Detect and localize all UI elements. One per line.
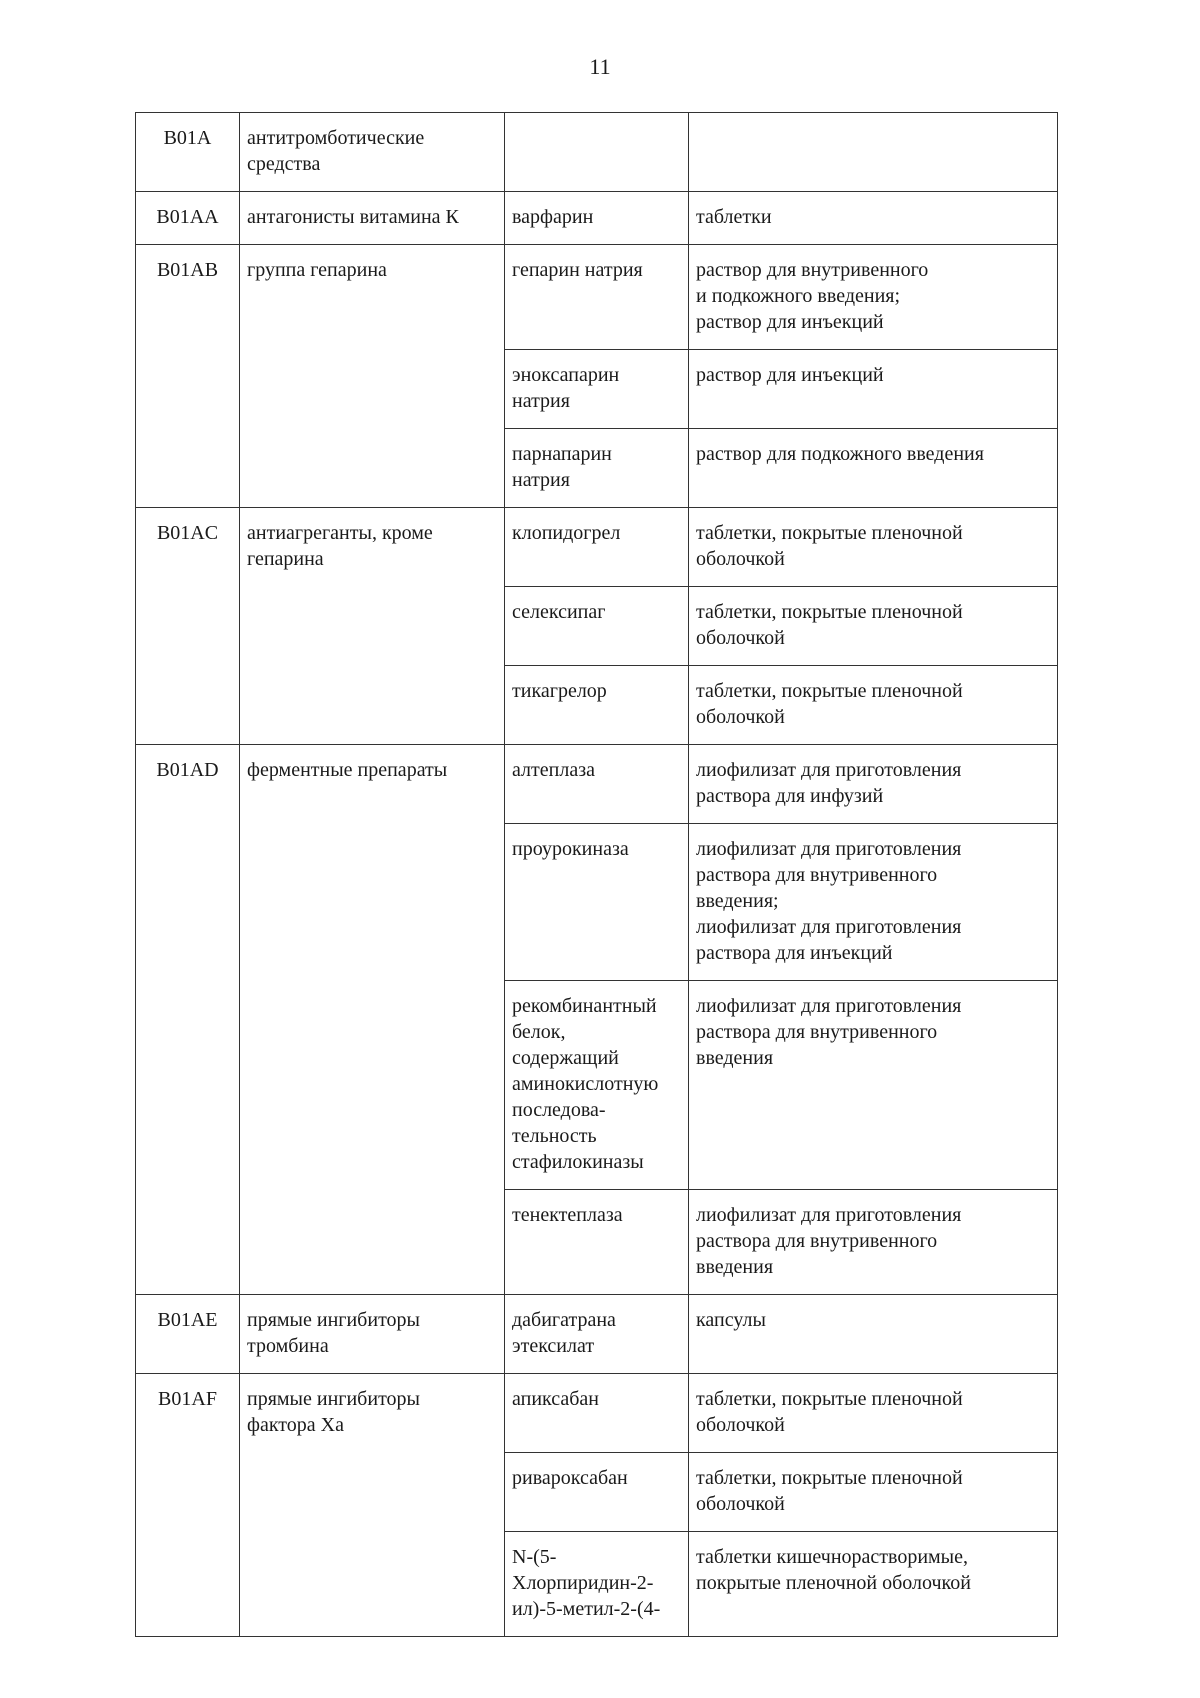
drug-name: [505, 1453, 689, 1532]
drug-name: [505, 1374, 689, 1453]
table-row: [136, 113, 1058, 192]
dosage-form-text: раствор для инъекций: [696, 364, 884, 386]
dosage-form-text: таблетки, покрытые пленочной оболочкой: [696, 522, 963, 570]
drug-name: [505, 508, 689, 587]
drug-name-text: клопидогрел: [512, 522, 621, 544]
drug-name: [505, 587, 689, 666]
drug-name-text: N-(5- Хлорпиридин-2- ил)-5-метил-2-(4-: [512, 1546, 661, 1620]
group-name-text: антиагреганты, кроме гепарина: [247, 522, 433, 570]
drug-name: [505, 824, 689, 981]
drug-name: [505, 350, 689, 429]
drug-name-text: дабигатрана этексилат: [512, 1309, 616, 1357]
atc-code: B01AA: [136, 192, 240, 245]
dosage-form: [689, 1295, 1058, 1374]
atc-code: B01AC: [136, 508, 240, 745]
drug-name: [505, 981, 689, 1190]
group-name-text: прямые ингибиторы тромбина: [247, 1309, 420, 1357]
group-name: [240, 745, 505, 1295]
dosage-form-text: таблетки, покрытые пленочной оболочкой: [696, 601, 963, 649]
dosage-form: [689, 245, 1058, 350]
dosage-form: [689, 587, 1058, 666]
dosage-form-text: таблетки, покрытые пленочной оболочкой: [696, 1467, 963, 1515]
table-row: [136, 192, 1058, 245]
group-name: [240, 245, 505, 508]
table-row: [136, 508, 1058, 587]
dosage-form: [689, 1532, 1058, 1637]
drug-name: [505, 113, 689, 192]
dosage-form: [689, 1374, 1058, 1453]
atc-code: B01AB: [136, 245, 240, 508]
dosage-form: [689, 192, 1058, 245]
dosage-form: [689, 981, 1058, 1190]
drug-name: [505, 245, 689, 350]
group-name-text: группа гепарина: [247, 259, 387, 281]
group-name-text: прямые ингибиторы фактора Xa: [247, 1388, 420, 1436]
dosage-form: [689, 508, 1058, 587]
drug-name: [505, 1295, 689, 1374]
dosage-form-text: лиофилизат для приготовления раствора для внутривенного введения: [696, 995, 962, 1069]
table-row: [136, 245, 1058, 350]
atc-code: B01AE: [136, 1295, 240, 1374]
drug-name-text: гепарин натрия: [512, 259, 643, 281]
group-name-text: ферментные препараты: [247, 759, 448, 781]
dosage-form: [689, 745, 1058, 824]
drug-name: [505, 745, 689, 824]
drug-name-text: тенектеплаза: [512, 1204, 623, 1226]
drug-name-text: ривароксабан: [512, 1467, 628, 1489]
group-name: [240, 1374, 505, 1637]
dosage-form: [689, 666, 1058, 745]
drug-name-text: тикагрелор: [512, 680, 607, 702]
group-name: [240, 113, 505, 192]
dosage-form: [689, 350, 1058, 429]
drug-name-text: проурокиназа: [512, 838, 629, 860]
atc-code: B01A: [136, 113, 240, 192]
group-name: [240, 1295, 505, 1374]
dosage-form-text: раствор для подкожного введения: [696, 443, 984, 465]
page-number: 11: [589, 54, 611, 79]
drug-name-text: парнапарин натрия: [512, 443, 612, 491]
table-row: [136, 1295, 1058, 1374]
group-name: [240, 508, 505, 745]
drug-name-text: варфарин: [512, 206, 594, 228]
drug-table: [135, 112, 1058, 1637]
drug-name-text: алтеплаза: [512, 759, 595, 781]
drug-name: [505, 666, 689, 745]
group-name-text: антагонисты витамина К: [247, 206, 459, 228]
dosage-form-text: таблетки: [696, 206, 772, 228]
dosage-form: [689, 1453, 1058, 1532]
dosage-form: [689, 113, 1058, 192]
dosage-form-text: таблетки кишечнорастворимые, покрытые пленочной оболочкой: [696, 1546, 971, 1594]
drug-name-text: рекомбинантный белок, содержащий аминокислотную последова- тельность стафилокиназы: [512, 995, 659, 1173]
drug-name: [505, 1190, 689, 1295]
atc-code: B01AD: [136, 745, 240, 1295]
drug-name-text: селексипаг: [512, 601, 606, 623]
dosage-form: [689, 429, 1058, 508]
dosage-form-text: лиофилизат для приготовления раствора для инфузий: [696, 759, 962, 807]
drug-name: [505, 192, 689, 245]
dosage-form-text: раствор для внутривенного и подкожного введения; раствор для инъекций: [696, 259, 929, 333]
drug-name-text: эноксапарин натрия: [512, 364, 620, 412]
dosage-form-text: таблетки, покрытые пленочной оболочкой: [696, 680, 963, 728]
atc-code: B01AF: [136, 1374, 240, 1637]
dosage-form-text: лиофилизат для приготовления раствора для внутривенного введения: [696, 1204, 962, 1278]
dosage-form: [689, 1190, 1058, 1295]
table-row: [136, 1374, 1058, 1453]
drug-name-text: апиксабан: [512, 1388, 599, 1410]
group-name: [240, 192, 505, 245]
table-body: [136, 113, 1058, 1637]
dosage-form: [689, 824, 1058, 981]
dosage-form-text: капсулы: [696, 1309, 766, 1331]
drug-name: [505, 1532, 689, 1637]
dosage-form-text: таблетки, покрытые пленочной оболочкой: [696, 1388, 963, 1436]
table-row: [136, 745, 1058, 824]
group-name-text: антитромботические средства: [247, 127, 425, 175]
drug-name: [505, 429, 689, 508]
dosage-form-text: лиофилизат для приготовления раствора для внутривенного введения; лиофилизат для приготовления раствора для инъекций: [696, 838, 962, 964]
